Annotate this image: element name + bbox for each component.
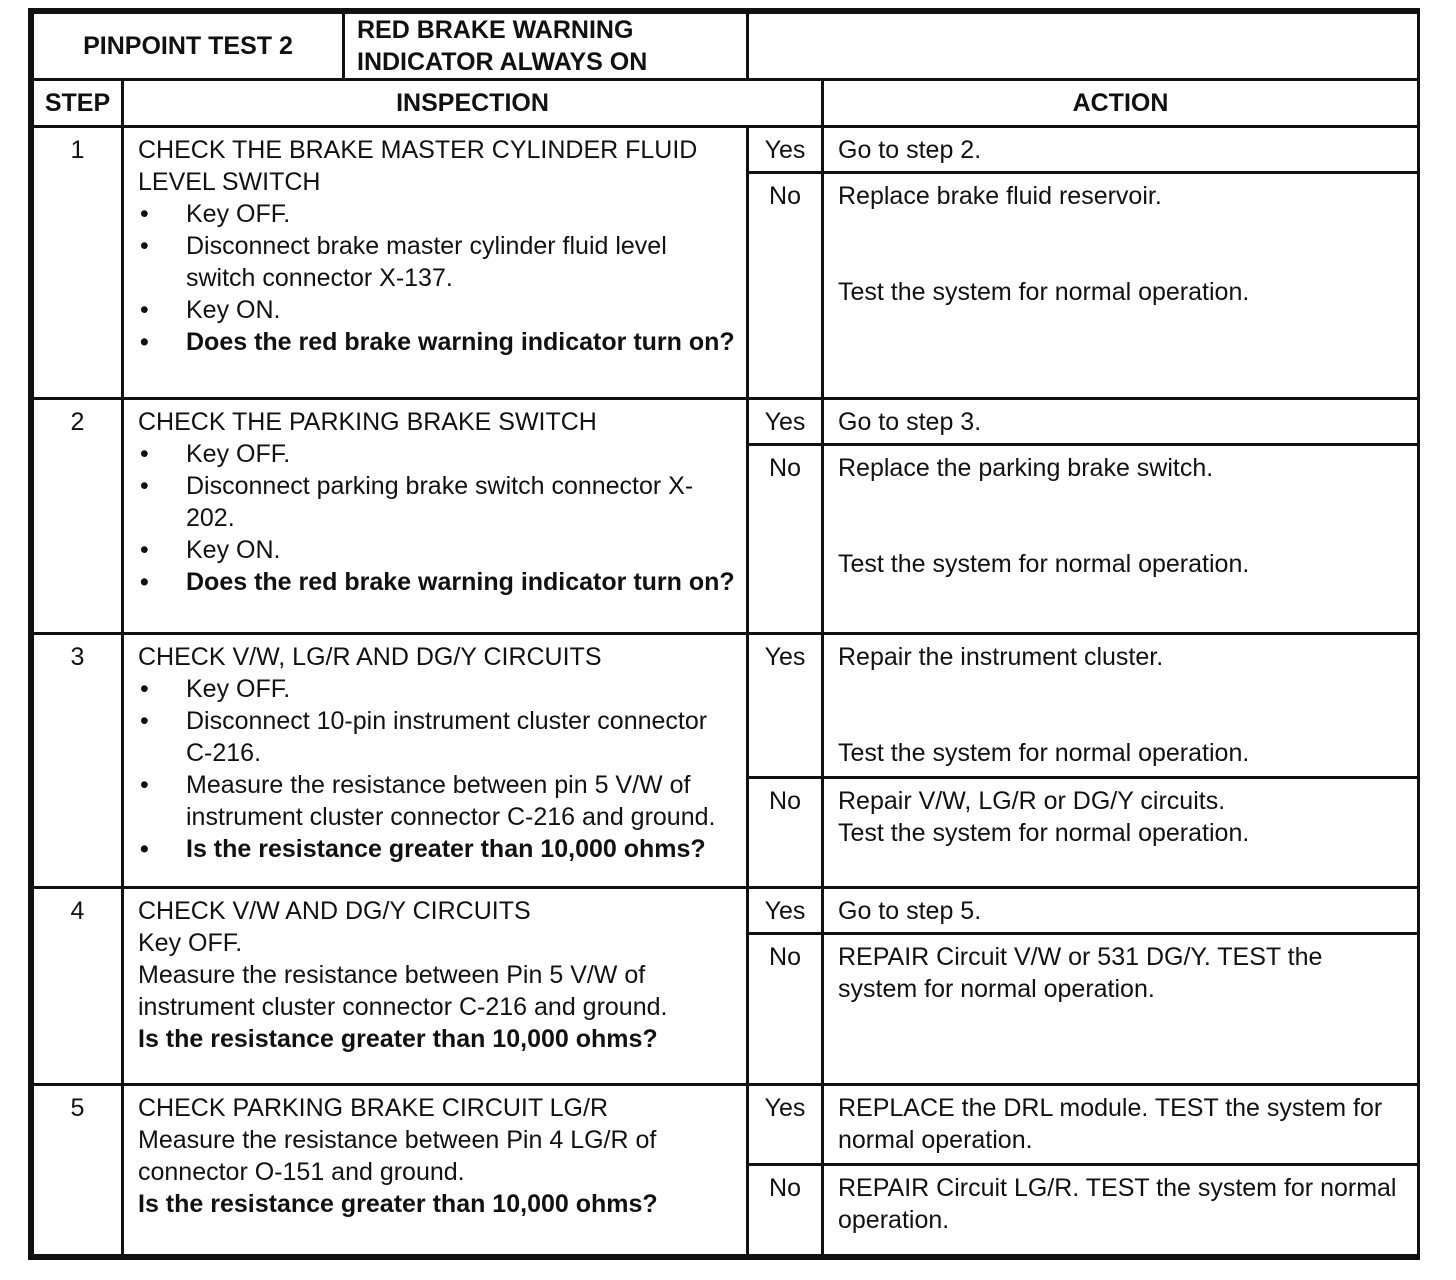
no-label: No [748,445,823,633]
no-label: No [748,173,823,399]
step-inspection [123,399,748,633]
yes-action: Go to step 3. [823,399,1419,445]
bullet-item: • Measure the resistance between pin 5 V/W of instrument cluster connector C-216 and ground. [138,769,736,833]
yes-action-line: Repair the instrument cluster. [838,642,1164,671]
step-2-yes-row [33,399,1419,445]
test-title: RED BRAKE WARNING INDICATOR ALWAYS ON [357,16,648,76]
step-bullet-list [138,673,736,865]
yes-label: Yes [748,127,823,173]
bullet-item: • Key ON. [138,534,736,566]
yes-action: Go to step 2. [823,127,1419,173]
yes-action: REPLACE the DRL module. TEST the system for normal operation. [823,1084,1419,1164]
step-number: 2 [33,399,123,633]
no-action [823,777,1419,887]
column-header-row [33,80,1419,127]
step-number: 5 [33,1084,123,1255]
step-line: Measure the resistance between Pin 4 LG/R of connector O-151 and ground. [138,1125,657,1186]
step-bullet-list [138,438,736,598]
title-row [33,13,1419,80]
bullet-item: • Disconnect parking brake switch connector X-202. [138,470,736,534]
no-label: No [748,1164,823,1255]
no-action-line: Test the system for normal operation. [838,278,1250,306]
no-action-line: Replace the parking brake switch. [838,454,1214,483]
yes-action [823,633,1419,777]
step-inspection [123,633,748,887]
no-label: No [748,934,823,1085]
step-number: 3 [33,633,123,887]
bullet-item: • Key ON. [138,294,736,326]
step-question: Is the resistance greater than 10,000 ohms? [138,1025,658,1054]
step-heading: CHECK PARKING BRAKE CIRCUIT LG/R [138,1093,608,1122]
bullet-item: • Key OFF. [138,438,736,470]
step-5-yes-row [33,1084,1419,1164]
step-line: Measure the resistance between Pin 5 V/W of instrument cluster connector C-216 and ground. [138,961,668,1022]
col-action-header: ACTION [823,80,1419,127]
step-inspection [123,888,748,1085]
step-3-yes-row [33,633,1419,777]
step-4-yes-row [33,888,1419,934]
yes-label: Yes [748,1084,823,1164]
step-heading: CHECK V/W, LG/R AND DG/Y CIRCUITS [138,642,602,671]
no-action [823,173,1419,399]
step-inspection [123,127,748,399]
no-action [823,445,1419,633]
test-id: PINPOINT TEST 2 [34,14,345,78]
col-inspection-header: INSPECTION [123,80,823,127]
bullet-question: • Does the red brake warning indicator turn on? [138,566,736,598]
step-number: 4 [33,888,123,1085]
no-label: No [748,777,823,887]
yes-label: Yes [748,633,823,777]
yes-action: Go to step 5. [823,888,1419,934]
step-inspection [123,1084,748,1255]
bullet-item: • Disconnect brake master cylinder fluid level switch connector X-137. [138,230,736,294]
col-step-header: STEP [33,80,123,127]
yes-label: Yes [748,399,823,445]
step-line: Key OFF. [138,929,243,958]
no-action: REPAIR Circuit LG/R. TEST the system for normal operation. [823,1164,1419,1255]
bullet-question: • Is the resistance greater than 10,000 ohms? [138,833,736,865]
no-action: REPAIR Circuit V/W or 531 DG/Y. TEST the system for normal operation. [823,934,1419,1085]
step-bullet-list [138,198,736,358]
no-action-line: Replace brake fluid reservoir. [838,182,1162,210]
no-action-line: Repair V/W, LG/R or DG/Y circuits. [838,786,1226,815]
step-question: Is the resistance greater than 10,000 ohms? [138,1189,658,1218]
step-1-yes-row [33,127,1419,173]
bullet-question: • Does the red brake warning indicator turn on? [138,326,736,358]
no-action-line: Test the system for normal operation. [838,818,1250,847]
bullet-item: • Key OFF. [138,198,736,230]
step-heading: CHECK THE BRAKE MASTER CYLINDER FLUID LEVEL SWITCH [138,136,698,196]
step-number: 1 [33,127,123,399]
yes-label: Yes [748,888,823,934]
step-heading: CHECK THE PARKING BRAKE SWITCH [138,408,597,437]
bullet-item: • Key OFF. [138,673,736,705]
no-action-line: Test the system for normal operation. [838,550,1250,579]
pinpoint-test-table [28,8,1420,1260]
step-heading: CHECK V/W AND DG/Y CIRCUITS [138,897,531,926]
bullet-item: • Disconnect 10-pin instrument cluster connector C-216. [138,705,736,769]
yes-action-line: Test the system for normal operation. [838,738,1250,767]
